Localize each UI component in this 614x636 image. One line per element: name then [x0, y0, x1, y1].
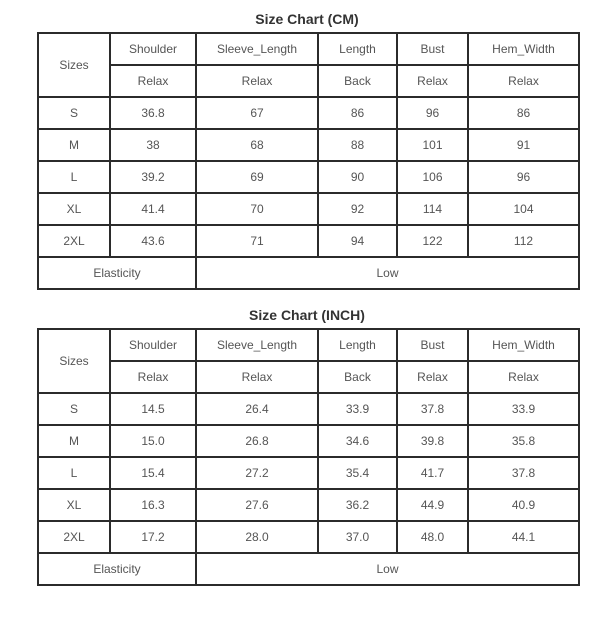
inch-fit-cell: Relax [196, 361, 318, 393]
cm-chart-title: Size Chart (CM) [255, 11, 359, 27]
cm-value-cell: 67 [196, 97, 318, 129]
cm-value-cell: 41.4 [110, 193, 196, 225]
inch-sizes-header: Sizes [38, 329, 110, 393]
cm-size-table [37, 32, 580, 290]
cm-col-header: Shoulder [110, 33, 196, 65]
inch-value-cell: 14.5 [110, 393, 196, 425]
inch-value-cell: 35.8 [468, 425, 579, 457]
cm-size-cell: L [38, 161, 110, 193]
cm-fit-cell: Relax [196, 65, 318, 97]
cm-value-cell: 39.2 [110, 161, 196, 193]
cm-fit-cell: Relax [110, 65, 196, 97]
cm-col-header: Length [318, 33, 397, 65]
inch-elasticity-row [38, 553, 579, 585]
cm-size-cell: M [38, 129, 110, 161]
cm-value-cell: 91 [468, 129, 579, 161]
inch-size-cell: 2XL [38, 521, 110, 553]
inch-table-row [38, 521, 579, 553]
inch-value-cell: 33.9 [468, 393, 579, 425]
cm-value-cell: 70 [196, 193, 318, 225]
cm-value-cell: 86 [468, 97, 579, 129]
cm-value-cell: 69 [196, 161, 318, 193]
inch-size-cell: L [38, 457, 110, 489]
cm-value-cell: 94 [318, 225, 397, 257]
inch-value-cell: 26.8 [196, 425, 318, 457]
inch-chart-title: Size Chart (INCH) [249, 307, 365, 323]
inch-value-cell: 37.8 [468, 457, 579, 489]
cm-fit-cell: Relax [468, 65, 579, 97]
cm-elasticity-label: Elasticity [38, 257, 196, 289]
cm-col-header: Sleeve_Length [196, 33, 318, 65]
cm-sizes-header: Sizes [38, 33, 110, 97]
inch-value-cell: 41.7 [397, 457, 468, 489]
inch-elasticity-label: Elasticity [38, 553, 196, 585]
inch-value-cell: 48.0 [397, 521, 468, 553]
inch-header-row [38, 329, 579, 361]
cm-size-cell: 2XL [38, 225, 110, 257]
inch-value-cell: 44.9 [397, 489, 468, 521]
cm-table-row [38, 161, 579, 193]
cm-value-cell: 90 [318, 161, 397, 193]
cm-size-cell: S [38, 97, 110, 129]
inch-col-header: Bust [397, 329, 468, 361]
cm-col-header: Hem_Width [468, 33, 579, 65]
inch-value-cell: 40.9 [468, 489, 579, 521]
inch-value-cell: 34.6 [318, 425, 397, 457]
inch-fit-cell: Back [318, 361, 397, 393]
cm-col-header: Bust [397, 33, 468, 65]
inch-value-cell: 26.4 [196, 393, 318, 425]
cm-size-cell: XL [38, 193, 110, 225]
cm-value-cell: 86 [318, 97, 397, 129]
inch-size-table [37, 328, 580, 586]
inch-fit-cell: Relax [468, 361, 579, 393]
cm-value-cell: 38 [110, 129, 196, 161]
inch-value-cell: 17.2 [110, 521, 196, 553]
inch-value-cell: 27.2 [196, 457, 318, 489]
cm-table-row [38, 129, 579, 161]
cm-value-cell: 68 [196, 129, 318, 161]
inch-value-cell: 28.0 [196, 521, 318, 553]
inch-table-row [38, 425, 579, 457]
inch-fit-cell: Relax [397, 361, 468, 393]
cm-value-cell: 106 [397, 161, 468, 193]
inch-value-cell: 37.8 [397, 393, 468, 425]
inch-col-header: Length [318, 329, 397, 361]
cm-value-cell: 36.8 [110, 97, 196, 129]
cm-fit-cell: Relax [397, 65, 468, 97]
inch-col-header: Shoulder [110, 329, 196, 361]
cm-value-cell: 114 [397, 193, 468, 225]
cm-fit-cell: Back [318, 65, 397, 97]
inch-value-cell: 36.2 [318, 489, 397, 521]
inch-size-cell: S [38, 393, 110, 425]
inch-value-cell: 44.1 [468, 521, 579, 553]
inch-fit-cell: Relax [110, 361, 196, 393]
inch-size-cell: XL [38, 489, 110, 521]
cm-value-cell: 96 [468, 161, 579, 193]
cm-value-cell: 71 [196, 225, 318, 257]
cm-value-cell: 101 [397, 129, 468, 161]
inch-col-header: Hem_Width [468, 329, 579, 361]
inch-value-cell: 15.4 [110, 457, 196, 489]
cm-table-row [38, 225, 579, 257]
cm-value-cell: 92 [318, 193, 397, 225]
cm-value-cell: 112 [468, 225, 579, 257]
inch-table-row [38, 457, 579, 489]
inch-value-cell: 39.8 [397, 425, 468, 457]
cm-value-cell: 96 [397, 97, 468, 129]
cm-elasticity-value: Low [196, 257, 579, 289]
inch-table-row [38, 393, 579, 425]
cm-table-row [38, 97, 579, 129]
cm-fit-row [38, 65, 579, 97]
inch-value-cell: 15.0 [110, 425, 196, 457]
cm-table-row [38, 193, 579, 225]
inch-value-cell: 37.0 [318, 521, 397, 553]
inch-size-cell: M [38, 425, 110, 457]
inch-fit-row [38, 361, 579, 393]
cm-elasticity-row [38, 257, 579, 289]
inch-value-cell: 16.3 [110, 489, 196, 521]
cm-value-cell: 104 [468, 193, 579, 225]
inch-table-row [38, 489, 579, 521]
inch-value-cell: 35.4 [318, 457, 397, 489]
inch-value-cell: 27.6 [196, 489, 318, 521]
cm-header-row [38, 33, 579, 65]
cm-value-cell: 88 [318, 129, 397, 161]
cm-value-cell: 43.6 [110, 225, 196, 257]
inch-value-cell: 33.9 [318, 393, 397, 425]
cm-value-cell: 122 [397, 225, 468, 257]
inch-elasticity-value: Low [196, 553, 579, 585]
inch-col-header: Sleeve_Length [196, 329, 318, 361]
